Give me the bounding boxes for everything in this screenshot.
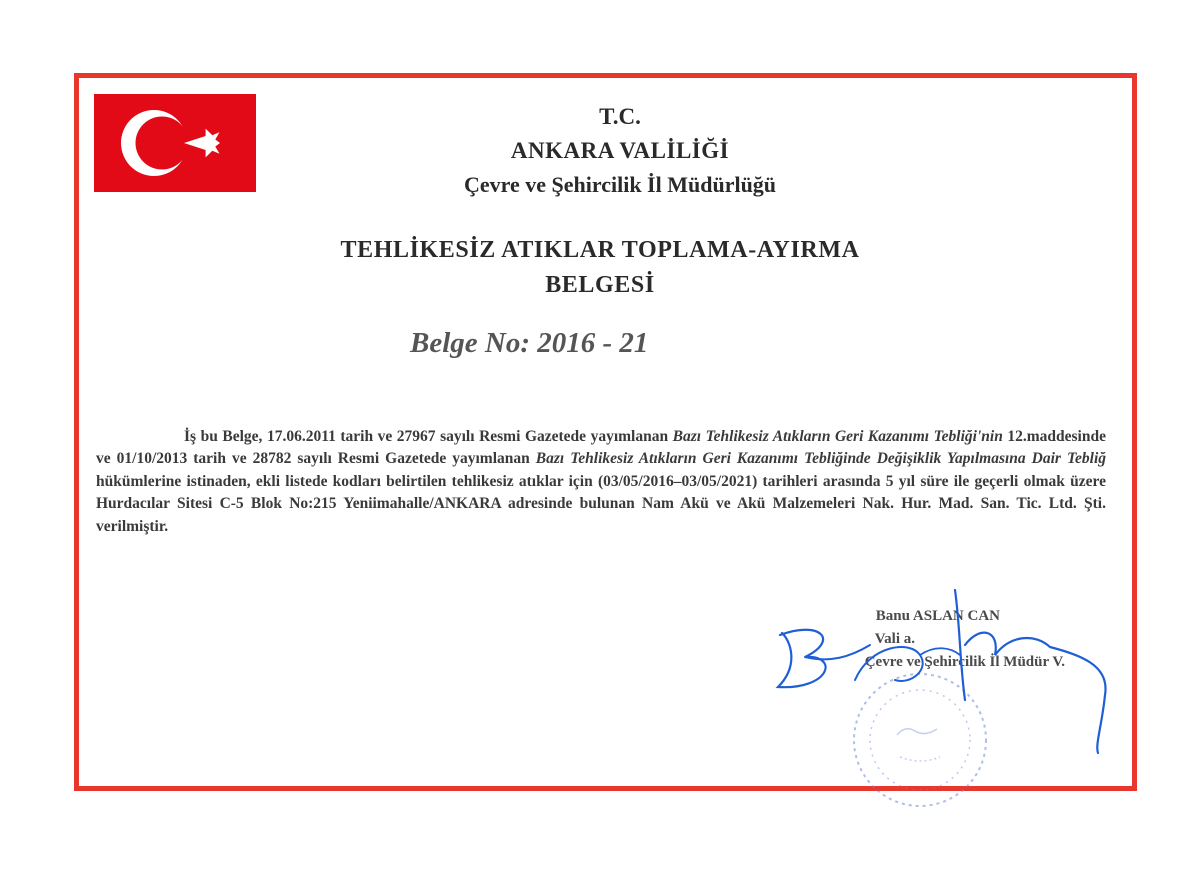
handwritten-signature-icon: [760, 585, 1130, 755]
signatory-role: Vali a.: [874, 631, 915, 647]
document-number: Belge No: 2016 - 21: [410, 327, 649, 359]
header-directorate: Çevre ve Şehircilik İl Müdürlüğü: [463, 172, 777, 197]
signatory-title: Çevre ve Şehircilik İl Müdür V.: [864, 654, 1065, 670]
turkish-flag-icon: [94, 94, 256, 192]
header-governorship: ANKARA VALİLİĞİ: [510, 138, 730, 163]
body-text-part1: İş bu Belge, 17.06.2011 tarih ve 27967 sayılı Resmi Gazetede yayımlanan: [184, 427, 673, 445]
body-text-regulation2: Bazı Tehlikesiz Atıkların Geri Kazanımı Tebliğinde Değişiklik Yapılmasına Dair Tebliğ: [535, 450, 1106, 467]
certificate-title: TEHLİKESİZ ATIKLAR TOPLAMA-AYIRMA: [340, 237, 860, 263]
signatory-name: Banu ASLAN CAN: [875, 608, 1000, 624]
header-tc: T.C.: [599, 104, 641, 129]
certificate-body: [96, 426, 1106, 539]
body-text-part2: 12.maddesinde ve 01/10/2013 tarih ve 28782 sayılı Resmi Gazetede yayımlanan: [96, 427, 1106, 467]
certificate-title-line2: BELGESİ: [545, 272, 655, 298]
body-text-regulation1: Bazı Tehlikesiz Atıkların Geri Kazanımı Tebliği'nin: [672, 427, 1003, 445]
body-text-part3: hükümlerine istinaden, ekli listede kodları belirtilen tehlikesiz atıklar için (03/05/2016–03/05/2021) tarihleri arasında 5 yıl süre ile geçerli olmak üzere Hurdacılar Sitesi C-5 Blok No:215 Yeniimahalle/ANKARA adresinde bulunan Nam Akü ve Akü Malzemeleri Nak. Hur. Mad. San. Tic. Ltd. Şti. verilmiştir.: [96, 472, 1106, 535]
